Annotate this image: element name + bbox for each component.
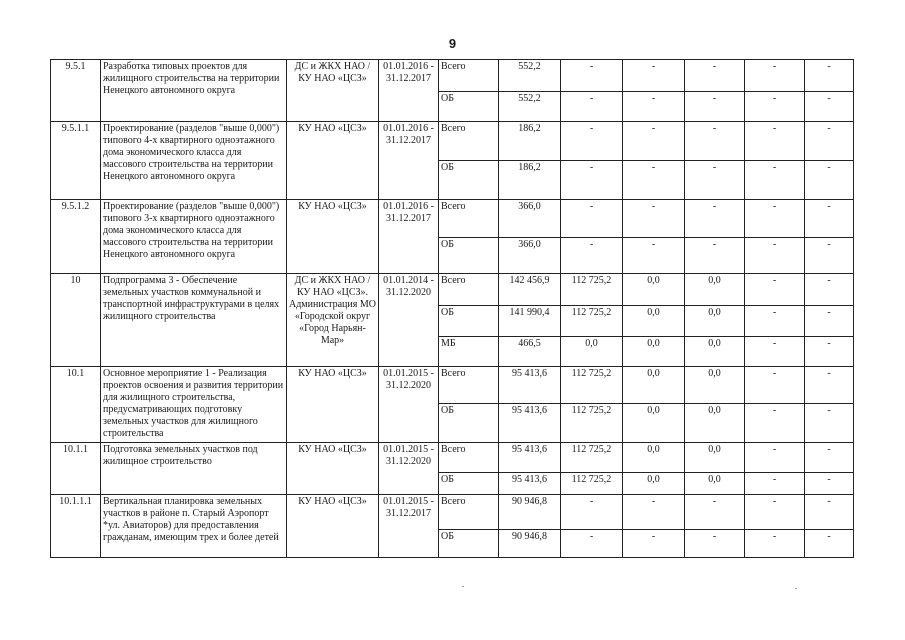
implementation-period: 01.01.2016 - 31.12.2017	[379, 200, 439, 274]
amount-cell: -	[745, 443, 805, 473]
amount-cell: -	[745, 473, 805, 495]
table-row	[51, 200, 854, 238]
amount-cell: -	[805, 92, 854, 122]
funding-source: Всего	[439, 495, 499, 530]
amount-cell: 0,0	[685, 274, 745, 306]
amount-cell: 0,0	[623, 404, 685, 443]
executor: КУ НАО «ЦСЗ»	[287, 200, 379, 274]
amount-cell: 142 456,9	[499, 274, 561, 306]
funding-source: ОБ	[439, 306, 499, 337]
executor: КУ НАО «ЦСЗ»	[287, 367, 379, 443]
implementation-period: 01.01.2015 - 31.12.2017	[379, 495, 439, 558]
amount-cell: -	[805, 161, 854, 200]
amount-cell: 552,2	[499, 92, 561, 122]
funding-source: МБ	[439, 337, 499, 367]
funding-source: ОБ	[439, 530, 499, 558]
amount-cell: 112 725,2	[561, 367, 623, 404]
table-row	[51, 274, 854, 306]
row-number: 9.5.1	[51, 60, 101, 122]
amount-cell: -	[805, 404, 854, 443]
funding-source: ОБ	[439, 238, 499, 274]
amount-cell: -	[805, 238, 854, 274]
amount-cell: 112 725,2	[561, 306, 623, 337]
amount-cell: 95 413,6	[499, 404, 561, 443]
row-number: 9.5.1.2	[51, 200, 101, 274]
amount-cell: 0,0	[685, 306, 745, 337]
amount-cell: -	[805, 337, 854, 367]
executor: ДС и ЖКХ НАО / КУ НАО «ЦСЗ»	[287, 60, 379, 122]
amount-cell: 0,0	[623, 473, 685, 495]
table-row	[51, 60, 854, 92]
table-row	[51, 367, 854, 404]
amount-cell: -	[685, 200, 745, 238]
amount-cell: -	[805, 443, 854, 473]
funding-source: Всего	[439, 443, 499, 473]
table-row	[51, 122, 854, 161]
activity-description: Проектирование (разделов "выше 0,000") типового 4-х квартирного одноэтажного дома экономического класса для массового строительства на территории Ненецкого автономного округа	[101, 122, 287, 200]
implementation-period: 01.01.2015 - 31.12.2020	[379, 443, 439, 495]
amount-cell: -	[745, 306, 805, 337]
amount-cell: 0,0	[685, 473, 745, 495]
executor: ДС и ЖКХ НАО / КУ НАО «ЦСЗ». Администрация МО «Городской округ «Город Нарьян-Мар»	[287, 274, 379, 367]
activity-description: Разработка типовых проектов для жилищного строительства на территории Ненецкого автономного округа	[101, 60, 287, 122]
amount-cell: -	[805, 60, 854, 92]
amount-cell: 0,0	[561, 337, 623, 367]
funding-source: Всего	[439, 60, 499, 92]
executor: КУ НАО «ЦСЗ»	[287, 443, 379, 495]
row-number: 10.1	[51, 367, 101, 443]
amount-cell: -	[561, 530, 623, 558]
amount-cell: -	[623, 60, 685, 92]
amount-cell: -	[745, 530, 805, 558]
amount-cell: -	[745, 495, 805, 530]
amount-cell: -	[745, 337, 805, 367]
amount-cell: 366,0	[499, 238, 561, 274]
amount-cell: -	[561, 92, 623, 122]
amount-cell: -	[623, 122, 685, 161]
amount-cell: -	[805, 306, 854, 337]
amount-cell: -	[745, 238, 805, 274]
row-number: 9.5.1.1	[51, 122, 101, 200]
funding-source: Всего	[439, 367, 499, 404]
amount-cell: -	[685, 161, 745, 200]
amount-cell: -	[745, 122, 805, 161]
amount-cell: 95 413,6	[499, 473, 561, 495]
amount-cell: -	[561, 122, 623, 161]
implementation-period: 01.01.2014 - 31.12.2020	[379, 274, 439, 367]
amount-cell: -	[685, 122, 745, 161]
executor: КУ НАО «ЦСЗ»	[287, 495, 379, 558]
amount-cell: 186,2	[499, 122, 561, 161]
amount-cell: 90 946,8	[499, 530, 561, 558]
amount-cell: -	[623, 530, 685, 558]
amount-cell: 95 413,6	[499, 443, 561, 473]
amount-cell: -	[685, 92, 745, 122]
amount-cell: -	[745, 404, 805, 443]
amount-cell: 112 725,2	[561, 404, 623, 443]
table-row	[51, 443, 854, 473]
amount-cell: 0,0	[623, 443, 685, 473]
amount-cell: -	[805, 473, 854, 495]
funding-source: Всего	[439, 274, 499, 306]
amount-cell: -	[685, 530, 745, 558]
amount-cell: -	[623, 161, 685, 200]
amount-cell: 0,0	[623, 367, 685, 404]
amount-cell: 90 946,8	[499, 495, 561, 530]
amount-cell: 0,0	[685, 367, 745, 404]
amount-cell: -	[745, 92, 805, 122]
amount-cell: -	[805, 274, 854, 306]
amount-cell: 112 725,2	[561, 473, 623, 495]
funding-source: Всего	[439, 122, 499, 161]
amount-cell: -	[745, 367, 805, 404]
amount-cell: 466,5	[499, 337, 561, 367]
amount-cell: -	[561, 238, 623, 274]
amount-cell: -	[685, 238, 745, 274]
amount-cell: -	[561, 200, 623, 238]
amount-cell: 0,0	[623, 337, 685, 367]
funding-source: ОБ	[439, 473, 499, 495]
executor: КУ НАО «ЦСЗ»	[287, 122, 379, 200]
amount-cell: 0,0	[685, 443, 745, 473]
amount-cell: 0,0	[623, 306, 685, 337]
amount-cell: 186,2	[499, 161, 561, 200]
funding-source: ОБ	[439, 161, 499, 200]
amount-cell: -	[623, 238, 685, 274]
activity-description: Подготовка земельных участков под жилищное строительство	[101, 443, 287, 495]
activity-description: Вертикальная планировка земельных участков в районе п. Старый Аэропорт *ул. Авиаторов) для предоставления гражданам, имеющим трех и более детей	[101, 495, 287, 558]
implementation-period: 01.01.2016 - 31.12.2017	[379, 60, 439, 122]
amount-cell: 141 990,4	[499, 306, 561, 337]
row-number: 10.1.1.1	[51, 495, 101, 558]
amount-cell: 0,0	[685, 404, 745, 443]
page-number: 9	[448, 36, 457, 51]
funding-source: ОБ	[439, 92, 499, 122]
amount-cell: -	[805, 367, 854, 404]
amount-cell: 366,0	[499, 200, 561, 238]
amount-cell: -	[745, 200, 805, 238]
amount-cell: -	[623, 495, 685, 530]
amount-cell: -	[745, 60, 805, 92]
funding-source: Всего	[439, 200, 499, 238]
amount-cell: -	[623, 200, 685, 238]
row-number: 10.1.1	[51, 443, 101, 495]
amount-cell: -	[745, 274, 805, 306]
amount-cell: -	[805, 200, 854, 238]
amount-cell: -	[685, 495, 745, 530]
amount-cell: -	[561, 495, 623, 530]
activity-description: Проектирование (разделов "выше 0,000") типового 3-х квартирного одноэтажного дома экономического класса для массового строительства на территории Ненецкого автономного округа	[101, 200, 287, 274]
funding-source: ОБ	[439, 404, 499, 443]
amount-cell: 95 413,6	[499, 367, 561, 404]
amount-cell: -	[623, 92, 685, 122]
scan-speck	[462, 586, 464, 587]
scan-speck	[795, 588, 797, 589]
implementation-period: 01.01.2015 - 31.12.2020	[379, 367, 439, 443]
implementation-period: 01.01.2016 - 31.12.2017	[379, 122, 439, 200]
amount-cell: 112 725,2	[561, 443, 623, 473]
amount-cell: -	[685, 60, 745, 92]
amount-cell: 0,0	[623, 274, 685, 306]
amount-cell: -	[805, 495, 854, 530]
program-table	[50, 59, 854, 558]
amount-cell: -	[805, 122, 854, 161]
row-number: 10	[51, 274, 101, 367]
amount-cell: -	[561, 161, 623, 200]
amount-cell: -	[745, 161, 805, 200]
amount-cell: 0,0	[685, 337, 745, 367]
amount-cell: 112 725,2	[561, 274, 623, 306]
amount-cell: -	[805, 530, 854, 558]
table-row	[51, 495, 854, 530]
activity-description: Подпрограмма 3 - Обеспечение земельных участков коммунальной и транспортной инфраструктурами в целях жилищного строительства	[101, 274, 287, 367]
amount-cell: 552,2	[499, 60, 561, 92]
activity-description: Основное мероприятие 1 - Реализация проектов освоения и развития территории для жилищного строительства, предусматривающих подготовку земельных участков для жилищного строительства	[101, 367, 287, 443]
amount-cell: -	[561, 60, 623, 92]
